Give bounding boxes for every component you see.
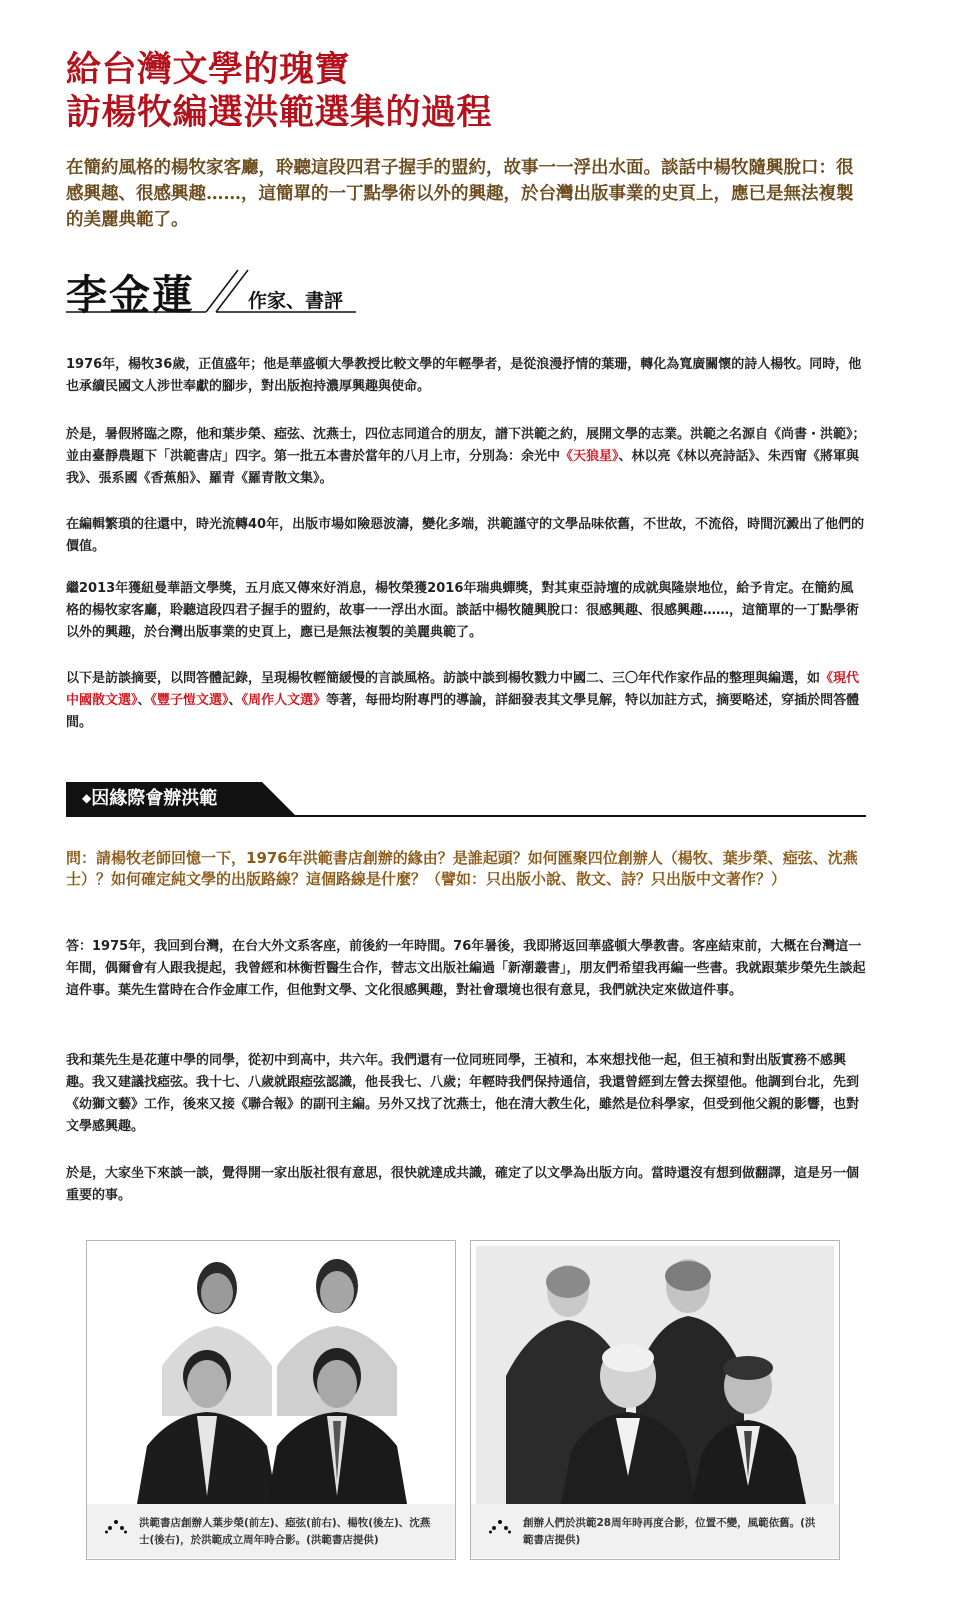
book-title-tianlangxing: 《天狼星》 — [560, 449, 619, 464]
dots-triangle-icon — [489, 1520, 511, 1534]
book-title-zhou-zuoren: 《周作人文選》 — [241, 693, 327, 708]
answer-paragraph-3: 於是，大家坐下來談一談，覺得開一家出版社很有意思，很快就達成共識，確定了以文學為出版方向。當時還沒有想到做翻譯，這是另一個重要的事。 — [66, 1166, 860, 1203]
diamond-icon: ◆ — [82, 791, 92, 805]
paragraph-2-text-b: 、林以亮《林以亮詩話》、朱西甯《將軍與我》、張系國《香蕉船》、羅青《羅青散文集》。 — [66, 449, 860, 486]
answer-paragraph-2: 我和葉先生是花蓮中學的同學，從初中到高中，共六年。我們還有一位同班同學，王禎和，本來想找他一起，但王禎和對出版實務不感興趣。我又建議找瘂弦。我十七、八歲就跟瘂弦認識，他長我七、八歲；年輕時我們保持通信，我還曾經到左營去探望他。他調到台北，先到《幼獅文藝》工作，後來又接《聯合報》的副刊主編。另外又找了沈燕士，他在清大教生化，雖然是位科學家，但受到他父親的影響，也對文學感興趣。 — [66, 1053, 860, 1134]
dots-triangle-icon — [105, 1520, 127, 1534]
paragraph-5-text-a: 以下是訪談摘要，以問答體記錄，呈現楊牧輕簡緩慢的言談風格。訪談中談到楊牧戮力中國二、三〇年代作家作品的整理與編選，如 — [66, 671, 821, 686]
photo-caption-text-1: 洪範書店創辦人葉步榮(前左)、瘂弦(前右)、楊牧(後左)、沈燕士(後右)，於洪範成立周年時合影。(洪範書店提供) — [139, 1517, 431, 1546]
paragraph-5 — [66, 668, 866, 734]
founders-photo-1976 — [92, 1246, 450, 1504]
title-line-1: 給台灣文學的瑰寶 — [66, 49, 351, 90]
section-heading-text: 因緣際會辦洪範 — [91, 788, 218, 809]
section-rule — [66, 815, 866, 817]
photo-caption-text-2: 創辦人們於洪範28周年時再度合影，位置不變，風範依舊。(洪範書店提供) — [523, 1517, 816, 1546]
author-role: 作家、書評 — [248, 290, 344, 312]
book-title-modern-chinese-prose: 《現代中國散文選》 — [66, 671, 860, 708]
question-paragraph: 問：請楊牧老師回憶一下，1976年洪範書店創辦的緣由？是誰起頭？如何匯聚四位創辦人（楊牧、葉步榮、瘂弦、沈燕士）？如何確定純文學的出版路線？這個路線是什麼？（譬如：只出版小說、散文、詩？只出版中文著作？） — [66, 849, 858, 888]
separator: 、 — [228, 693, 242, 708]
photo-caption-2 — [471, 1504, 839, 1558]
paragraph-3: 在編輯繁瑣的往還中，時光流轉40年，出版市場如險惡波濤，變化多端，洪範謹守的文學品味依舊，不世故，不流俗，時間沉澱出了他們的價值。 — [66, 517, 865, 554]
section-heading — [66, 782, 866, 818]
answer-paragraph-1: 答：1975年，我回到台灣，在台大外文系客座，前後約一年時間。76年暑後，我即將返回華盛頓大學教書。客座結束前，大概在台灣這一年間，偶爾會有人跟我提起，我曾經和林衡哲醫生合作，替志文出版社編過「新潮叢書」，朋友們希望我再編一些書。我就跟葉步榮先生談起這件事。葉先生當時在合作金庫工作，但他對文學、文化很感興趣，對社會環境也很有意見，我們就決定來做這件事。 — [66, 939, 866, 998]
separator: 、 — [137, 693, 151, 708]
photo-caption-1 — [87, 1504, 455, 1558]
article-title — [66, 48, 492, 134]
paragraph-1: 1976年，楊牧36歲，正值盛年；他是華盛頓大學教授比較文學的年輕學者，是從浪漫抒情的葉珊，轉化為寬廣關懷的詩人楊牧。同時，他也承續民國文人涉世奉獻的腳步，對出版抱持濃厚興趣與使命。 — [66, 357, 862, 394]
founders-photo-28th-anniversary — [476, 1246, 834, 1504]
lead-paragraph: 在簡約風格的楊牧家客廳，聆聽這段四君子握手的盟約，故事一一浮出水面。談話中楊牧隨興脫口：很感興趣、很感興趣……，這簡單的一丁點學術以外的興趣，於台灣出版事業的史頁上，應已是無法複製的美麗典範了。 — [66, 158, 854, 230]
author-byline — [66, 262, 366, 322]
paragraph-5-text-b: 等著，每冊均附專門的導論，詳細發表其文學見解，特以加註方式，摘要略述，穿插於問答體間。 — [66, 693, 860, 730]
book-title-feng-zikai: 《豐子愷文選》 — [150, 693, 229, 708]
photo-card-1 — [86, 1240, 456, 1560]
paragraph-4: 繼2013年獲紐曼華語文學獎，五月底又傳來好消息，楊牧榮獲2016年瑞典蟬獎，對其東亞詩壇的成就與隆崇地位，給予肯定。在簡約風格的楊牧家客廳，聆聽這段四君子握手的盟約，故事一一浮出水面。談話中楊牧隨興脫口：很感興趣、很感興趣……，這簡單的一丁點學術以外的興趣，於台灣出版事業的史頁上，應已是無法複製的美麗典範了。 — [66, 581, 860, 640]
title-line-2: 訪楊牧編選洪範選集的過程 — [66, 92, 493, 133]
paragraph-2 — [66, 424, 866, 490]
photo-card-2 — [470, 1240, 840, 1560]
section-title — [82, 782, 217, 815]
paragraph-2-text-a: 於是，暑假將臨之際，他和葉步榮、瘂弦、沈燕士，四位志同道合的朋友，譜下洪範之約，展開文學的志業。洪範之名源自《尚書・洪範》；並由臺靜農題下「洪範書店」四字。第一批五本書於當年的八月上市，分別為：余光中 — [66, 427, 866, 464]
author-name: 李金蓮 — [66, 271, 195, 319]
